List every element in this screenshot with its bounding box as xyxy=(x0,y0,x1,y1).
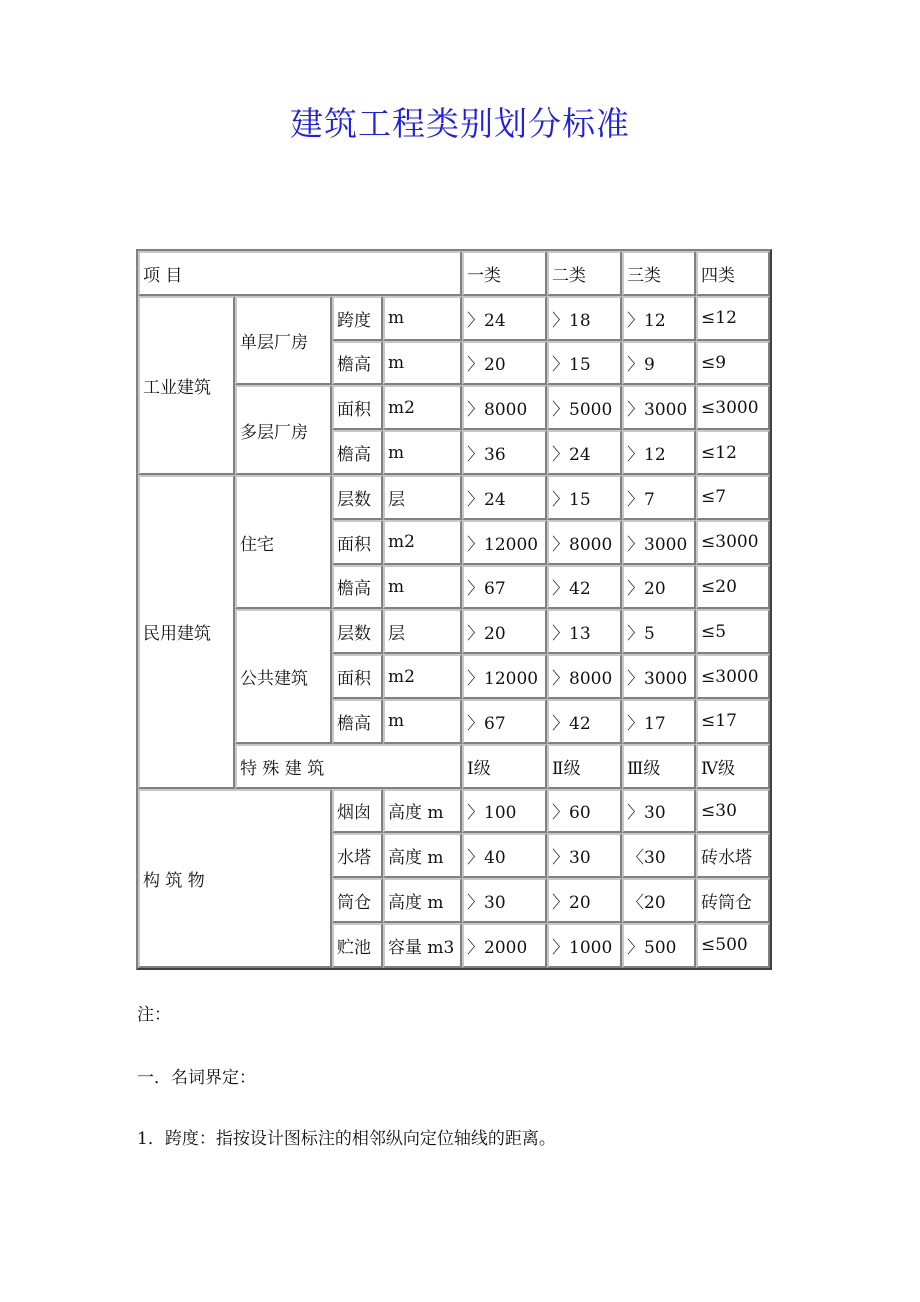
metric-cell: 檐高 xyxy=(332,699,383,744)
header-class-4: 四类 xyxy=(696,251,770,296)
value-cell: ≤3000 xyxy=(696,520,770,565)
header-row xyxy=(138,251,770,296)
value-cell: 〉1000 xyxy=(547,923,622,968)
value-cell: Ⅳ级 xyxy=(696,744,770,789)
value-cell: 〉67 xyxy=(462,699,547,744)
value-cell: ≤20 xyxy=(696,565,770,610)
value-cell: 〉7 xyxy=(622,475,696,520)
value-cell: 〉18 xyxy=(547,296,622,341)
metric-cell: 层数 xyxy=(332,609,383,654)
value-cell: ≤7 xyxy=(696,475,770,520)
category-civil: 民用建筑 xyxy=(138,475,235,789)
unit-cell: 层 xyxy=(383,609,462,654)
value-cell: 〉20 xyxy=(547,878,622,923)
value-cell: 〉42 xyxy=(547,699,622,744)
value-cell: ≤17 xyxy=(696,699,770,744)
value-cell: 〉24 xyxy=(462,296,547,341)
value-cell: ≤12 xyxy=(696,430,770,475)
value-cell: 〉17 xyxy=(622,699,696,744)
value-cell: 〉40 xyxy=(462,833,547,878)
table-row xyxy=(138,475,770,520)
metric-cell: 檐高 xyxy=(332,565,383,610)
value-cell: 〉3000 xyxy=(622,520,696,565)
metric-cell: 檐高 xyxy=(332,430,383,475)
value-cell: 〉8000 xyxy=(462,385,547,430)
value-cell: 〉20 xyxy=(622,565,696,610)
value-cell: 〉8000 xyxy=(547,520,622,565)
subcategory-residential: 住宅 xyxy=(235,475,332,609)
value-cell: 砖筒仓 xyxy=(696,878,770,923)
header-item: 项 目 xyxy=(138,251,462,296)
unit-cell: m xyxy=(383,565,462,610)
value-cell: ≤30 xyxy=(696,789,770,834)
metric-cell: 面积 xyxy=(332,520,383,565)
value-cell: 〉12000 xyxy=(462,654,547,699)
unit-cell: m2 xyxy=(383,520,462,565)
value-cell: 〉9 xyxy=(622,341,696,386)
structure-name-cell: 筒仓 xyxy=(332,878,383,923)
metric-cell: 高度 m xyxy=(383,833,462,878)
unit-cell: m xyxy=(383,296,462,341)
value-cell: 〉3000 xyxy=(622,385,696,430)
value-cell: Ⅰ级 xyxy=(462,744,547,789)
classification-table xyxy=(136,249,772,970)
header-class-3: 三类 xyxy=(622,251,696,296)
value-cell: Ⅲ级 xyxy=(622,744,696,789)
value-cell: 〉12 xyxy=(622,296,696,341)
structure-name-cell: 贮池 xyxy=(332,923,383,968)
value-cell: 〉30 xyxy=(547,833,622,878)
value-cell: 〉13 xyxy=(547,609,622,654)
value-cell: 〉30 xyxy=(462,878,547,923)
subcategory-single-storey: 单层厂房 xyxy=(235,296,332,386)
value-cell: 〉5000 xyxy=(547,385,622,430)
value-cell: Ⅱ级 xyxy=(547,744,622,789)
value-cell: 〉100 xyxy=(462,789,547,834)
value-cell: 〈30 xyxy=(622,833,696,878)
value-cell: ≤3000 xyxy=(696,654,770,699)
header-class-1: 一类 xyxy=(462,251,547,296)
value-cell: 〉2000 xyxy=(462,923,547,968)
value-cell: 〈20 xyxy=(622,878,696,923)
category-industrial: 工业建筑 xyxy=(138,296,235,475)
value-cell: 〉3000 xyxy=(622,654,696,699)
subcategory-public: 公共建筑 xyxy=(235,609,332,743)
unit-cell: m2 xyxy=(383,654,462,699)
document-title: 建筑工程类别划分标准 xyxy=(290,104,630,143)
value-cell: 〉30 xyxy=(622,789,696,834)
value-cell: 〉67 xyxy=(462,565,547,610)
unit-cell: m2 xyxy=(383,385,462,430)
notes-section-definitions: 一．名词界定： xyxy=(137,1068,256,1088)
table-row xyxy=(138,296,770,341)
value-cell: 〉20 xyxy=(462,609,547,654)
value-cell: ≤5 xyxy=(696,609,770,654)
value-cell: 砖水塔 xyxy=(696,833,770,878)
unit-cell: 层 xyxy=(383,475,462,520)
value-cell: 〉24 xyxy=(547,430,622,475)
metric-cell: 高度 m xyxy=(383,878,462,923)
metric-cell: 檐高 xyxy=(332,341,383,386)
value-cell: 〉20 xyxy=(462,341,547,386)
value-cell: 〉12 xyxy=(622,430,696,475)
subcategory-special: 特 殊 建 筑 xyxy=(235,744,462,789)
value-cell: 〉5 xyxy=(622,609,696,654)
metric-cell: 面积 xyxy=(332,654,383,699)
metric-cell: 容量 m3 xyxy=(383,923,462,968)
value-cell: 〉42 xyxy=(547,565,622,610)
structure-name-cell: 烟囱 xyxy=(332,789,383,834)
unit-cell: m xyxy=(383,430,462,475)
value-cell: 〉500 xyxy=(622,923,696,968)
value-cell: 〉60 xyxy=(547,789,622,834)
unit-cell: m xyxy=(383,699,462,744)
value-cell: 〉15 xyxy=(547,475,622,520)
value-cell: ≤3000 xyxy=(696,385,770,430)
metric-cell: 跨度 xyxy=(332,296,383,341)
value-cell: 〉24 xyxy=(462,475,547,520)
metric-cell: 高度 m xyxy=(383,789,462,834)
value-cell: ≤9 xyxy=(696,341,770,386)
notes-item-span: 1．跨度：指按设计图标注的相邻纵向定位轴线的距离。 xyxy=(137,1129,556,1149)
category-structures: 构 筑 物 xyxy=(138,789,332,968)
notes-heading: 注： xyxy=(137,1005,171,1025)
metric-cell: 层数 xyxy=(332,475,383,520)
value-cell: 〉12000 xyxy=(462,520,547,565)
value-cell: 〉36 xyxy=(462,430,547,475)
header-class-2: 二类 xyxy=(547,251,622,296)
value-cell: ≤500 xyxy=(696,923,770,968)
subcategory-multi-storey: 多层厂房 xyxy=(235,385,332,475)
value-cell: ≤12 xyxy=(696,296,770,341)
table-row xyxy=(138,789,770,834)
value-cell: 〉15 xyxy=(547,341,622,386)
value-cell: 〉8000 xyxy=(547,654,622,699)
unit-cell: m xyxy=(383,341,462,386)
structure-name-cell: 水塔 xyxy=(332,833,383,878)
metric-cell: 面积 xyxy=(332,385,383,430)
